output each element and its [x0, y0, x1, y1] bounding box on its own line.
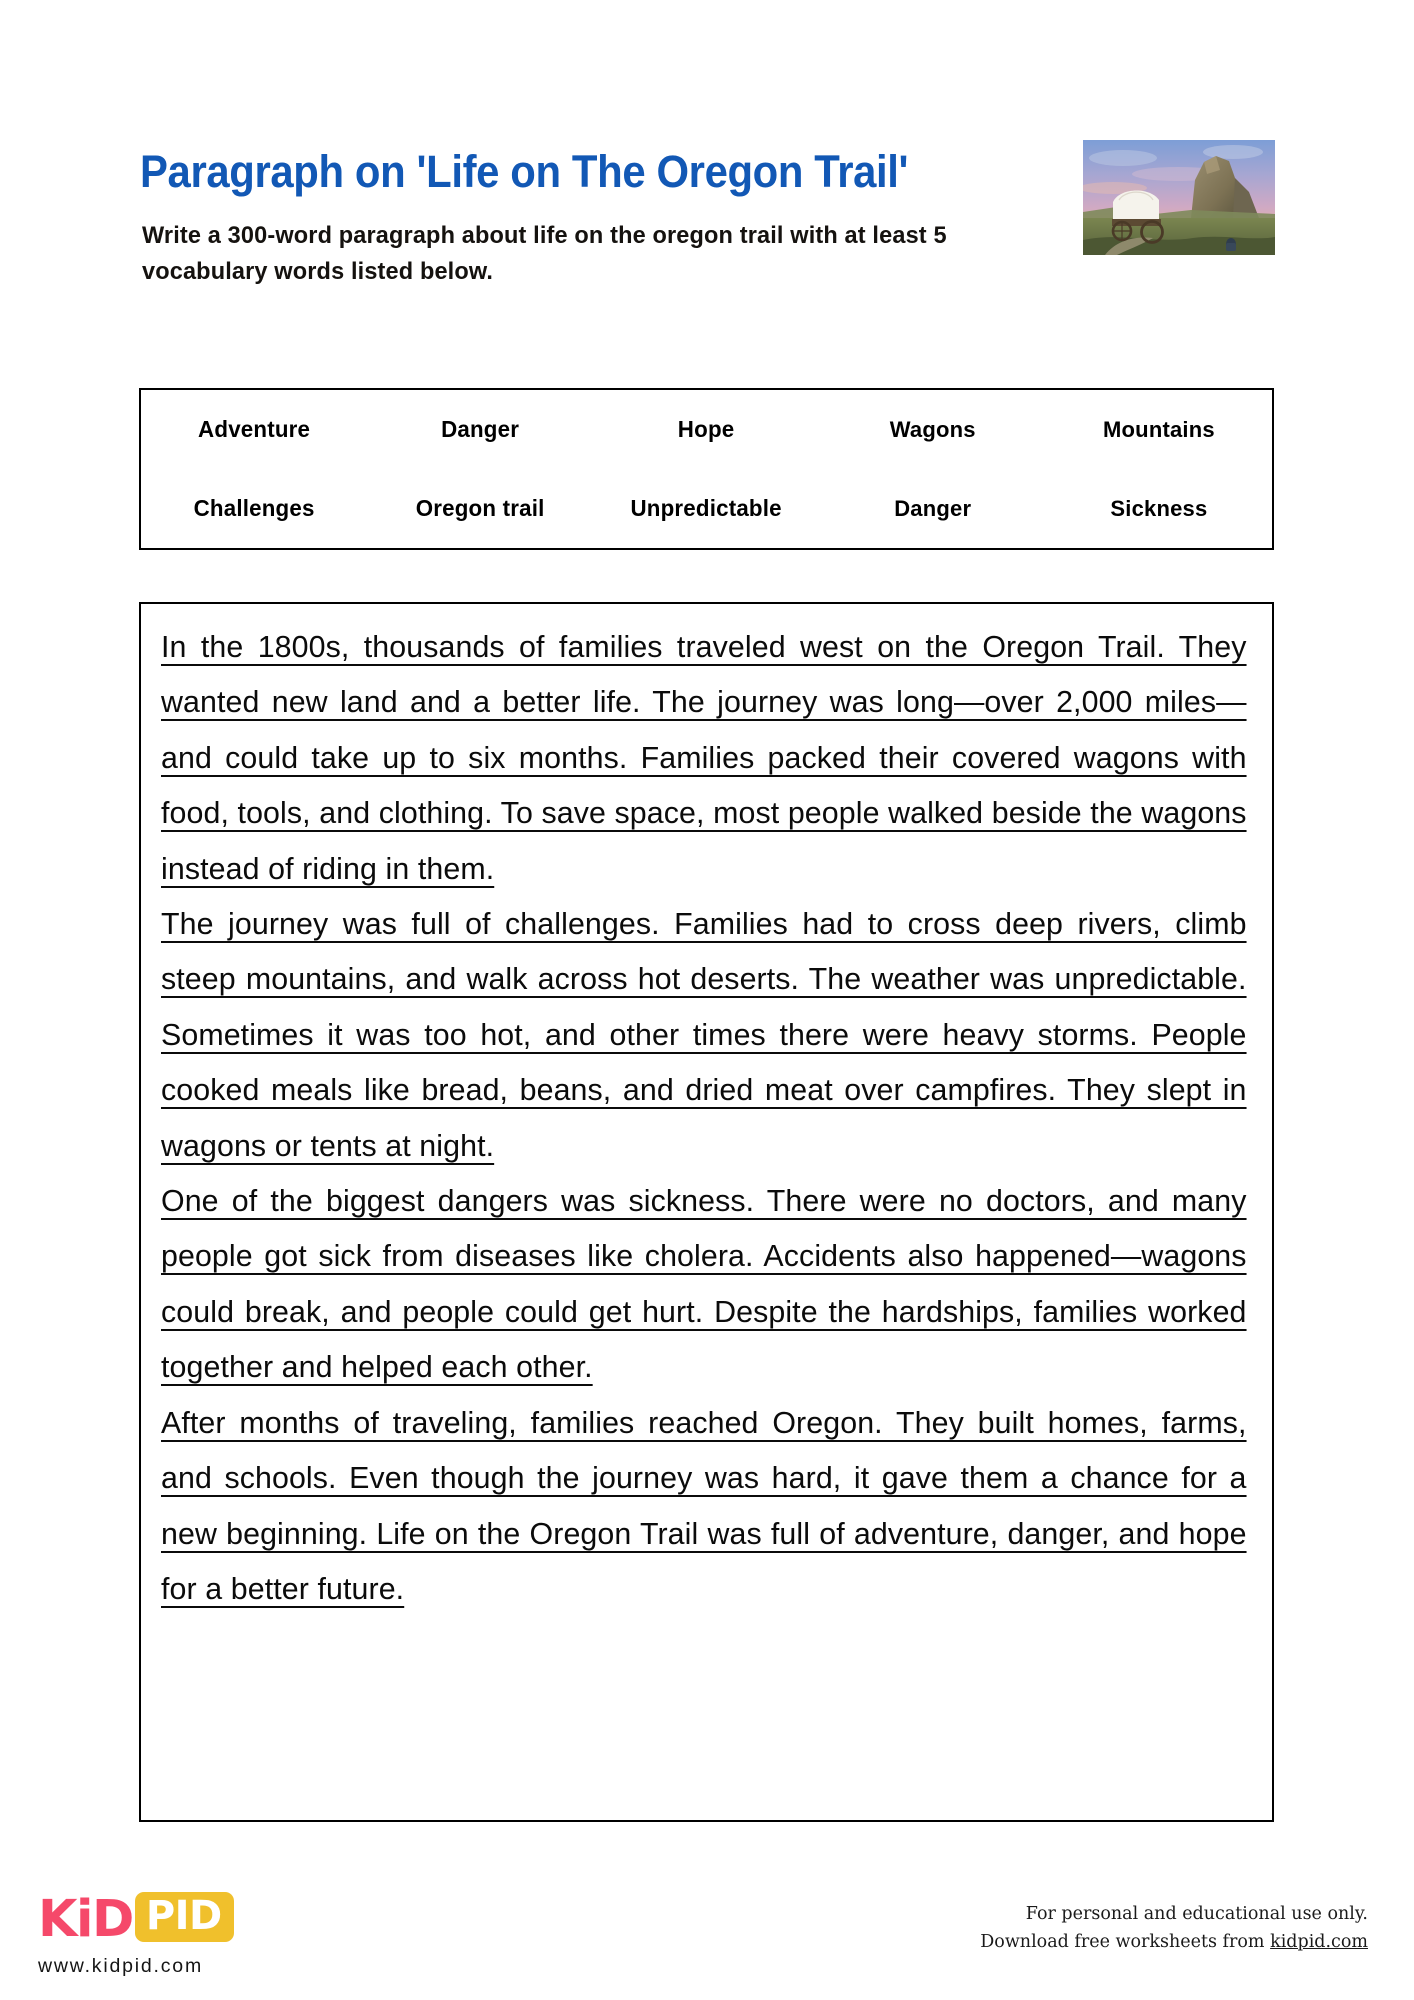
vocabulary-word-bank [139, 388, 1274, 550]
vocab-word: Sickness [1110, 495, 1208, 521]
footer-download-prefix: Download free worksheets from [980, 1932, 1271, 1953]
worksheet-footer [0, 1878, 1414, 2000]
paragraph-block: In the 1800s, thousands of families traveled west on the Oregon Trail. They wanted new land and a better life. The journey was long—over 2,000 miles—and could take up to six months. Families packed their covered wagons with food, tools, and clothing. To save space, most people walked beside the wagons instead of riding in them. [161, 630, 1247, 886]
vocab-row-2 [141, 469, 1272, 548]
vocab-word: Hope [678, 416, 735, 442]
site-url[interactable]: www.kidpid.com [38, 1955, 203, 1977]
paragraph-block: The journey was full of challenges. Families had to cross deep rivers, climb steep mountains, and walk across hot deserts. The weather was unpredictable. Sometimes it was too hot, and other times there were heavy storms. People cooked meals like bread, beans, and dried meat over campfires. They slept in wagons or tents at night. [161, 907, 1247, 1163]
page-title: Paragraph on 'Life on The Oregon Trail' [140, 146, 909, 197]
vocab-word: Wagons [889, 416, 976, 442]
vocab-word: Danger [441, 416, 520, 442]
photo-illustration [1083, 140, 1275, 255]
vocab-word: Oregon trail [415, 495, 545, 521]
logo-pid-text: PID [145, 1893, 222, 1939]
paragraph-text [161, 620, 1252, 1617]
vocab-word: Unpredictable [630, 495, 783, 521]
paragraph-block: After months of traveling, families reached Oregon. They built homes, farms, and schools. Even though the journey was hard, it gave them a chance for a new beginning. Life on the Oregon Trail was full of adventure, danger, and hope for a better future. [161, 1405, 1247, 1606]
footer-note [980, 1900, 1368, 1957]
paragraph-block: One of the biggest dangers was sickness. There were no doctors, and many people got sick from diseases like cholera. Accidents also happened—wagons could break, and people could get hurt. Despite the hardships, families worked together and helped each other. [161, 1184, 1247, 1385]
footer-download-link[interactable]: kidpid.com [1270, 1932, 1368, 1953]
footer-download-line [980, 1928, 1368, 1956]
vocab-word: Mountains [1103, 416, 1215, 442]
oregon-trail-photo [1083, 140, 1275, 255]
logo-pid-badge [135, 1892, 234, 1942]
answer-paragraph-box[interactable] [139, 602, 1274, 1822]
kidpid-logo[interactable] [38, 1886, 368, 1990]
logo-kid-text: KiD [38, 1889, 133, 1949]
vocab-word: Adventure [198, 416, 311, 442]
logo-mark [38, 1886, 368, 1948]
vocab-word: Challenges [193, 495, 315, 521]
vocab-row-1 [141, 390, 1272, 469]
vocab-word: Danger [894, 495, 972, 521]
instructions-text: Write a 300-word paragraph about life on the oregon trail with at least 5 vocabulary words listed below. [142, 222, 947, 285]
footer-usage-line: For personal and educational use only. [1025, 1904, 1368, 1924]
